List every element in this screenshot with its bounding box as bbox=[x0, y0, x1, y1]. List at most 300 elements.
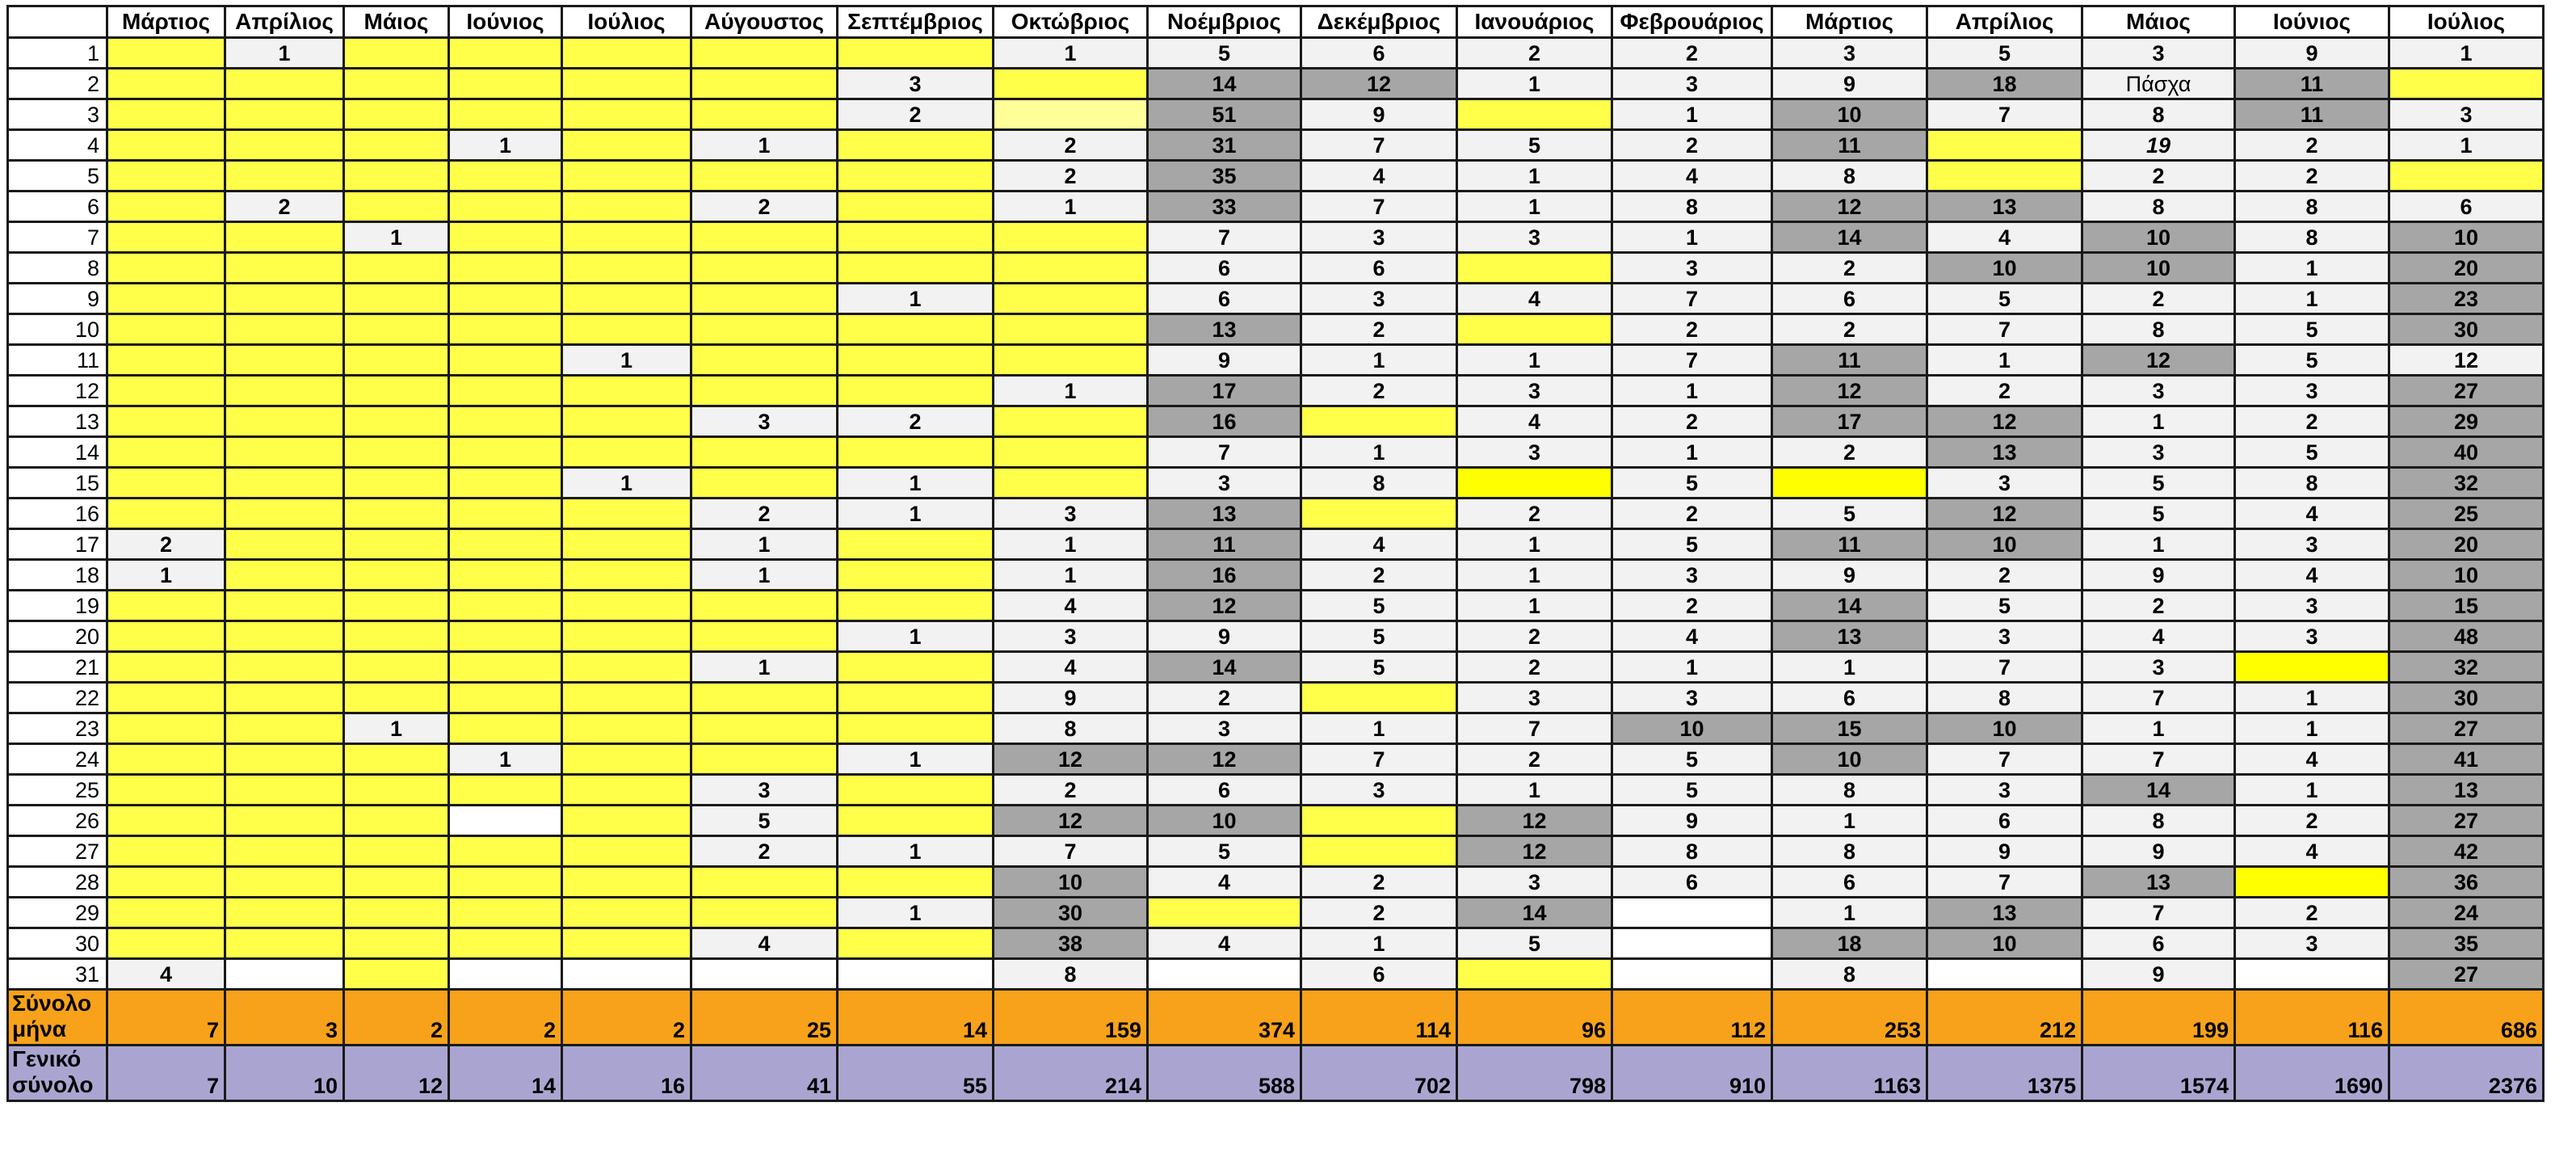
data-cell[interactable]: 3 bbox=[1301, 222, 1457, 253]
data-cell[interactable] bbox=[691, 959, 838, 990]
monthly-total-cell[interactable]: 2 bbox=[344, 990, 449, 1046]
data-cell[interactable]: 5 bbox=[1612, 529, 1772, 560]
data-cell[interactable] bbox=[691, 468, 838, 499]
data-cell[interactable]: 36 bbox=[2389, 867, 2544, 898]
data-cell[interactable]: 10 bbox=[1148, 806, 1301, 836]
data-cell[interactable]: 4 bbox=[1301, 161, 1457, 191]
data-cell[interactable]: 5 bbox=[691, 806, 838, 836]
data-cell[interactable]: 11 bbox=[2235, 99, 2389, 130]
data-cell[interactable] bbox=[994, 437, 1148, 468]
data-cell[interactable] bbox=[225, 468, 344, 499]
data-cell[interactable]: 3 bbox=[2235, 621, 2389, 652]
grand-total-cell[interactable]: 2376 bbox=[2389, 1046, 2544, 1101]
data-cell[interactable] bbox=[449, 959, 562, 990]
data-cell[interactable]: 18 bbox=[1772, 928, 1927, 959]
data-cell[interactable]: 30 bbox=[2389, 683, 2544, 713]
data-cell[interactable] bbox=[225, 284, 344, 314]
data-cell[interactable] bbox=[994, 222, 1148, 253]
data-cell[interactable]: 2 bbox=[994, 161, 1148, 191]
data-cell[interactable] bbox=[344, 683, 449, 713]
data-cell[interactable]: 9 bbox=[2235, 38, 2389, 69]
month-header[interactable]: Απρίλιος bbox=[1927, 6, 2082, 38]
day-label[interactable]: 30 bbox=[8, 928, 107, 959]
month-header[interactable]: Μάιος bbox=[344, 6, 449, 38]
data-cell[interactable]: 14 bbox=[1772, 222, 1927, 253]
data-cell[interactable] bbox=[994, 99, 1148, 130]
month-header[interactable]: Ιούλιος bbox=[562, 6, 691, 38]
data-cell[interactable] bbox=[107, 437, 225, 468]
data-cell[interactable]: 5 bbox=[2235, 437, 2389, 468]
data-cell[interactable] bbox=[691, 437, 838, 468]
data-cell[interactable]: 31 bbox=[1148, 130, 1301, 161]
data-cell[interactable]: 1 bbox=[994, 529, 1148, 560]
data-cell[interactable] bbox=[1927, 130, 2082, 161]
data-cell[interactable]: 12 bbox=[1301, 69, 1457, 99]
day-label[interactable]: 22 bbox=[8, 683, 107, 713]
data-cell[interactable]: 27 bbox=[2389, 376, 2544, 406]
data-cell[interactable]: 8 bbox=[2082, 191, 2235, 222]
day-label[interactable]: 14 bbox=[8, 437, 107, 468]
data-cell[interactable]: 1 bbox=[2082, 713, 2235, 744]
data-cell[interactable]: 4 bbox=[1457, 406, 1612, 437]
data-cell[interactable] bbox=[691, 314, 838, 345]
grand-total-cell[interactable]: 910 bbox=[1612, 1046, 1772, 1101]
data-cell[interactable]: 7 bbox=[1612, 284, 1772, 314]
data-cell[interactable]: 2 bbox=[1772, 253, 1927, 284]
data-cell[interactable] bbox=[107, 222, 225, 253]
data-cell[interactable]: 3 bbox=[691, 775, 838, 806]
data-cell[interactable]: 20 bbox=[2389, 253, 2544, 284]
data-cell[interactable] bbox=[838, 222, 994, 253]
data-cell[interactable]: 2 bbox=[1301, 314, 1457, 345]
data-cell[interactable]: 38 bbox=[994, 928, 1148, 959]
monthly-total-cell[interactable]: 686 bbox=[2389, 990, 2544, 1046]
data-cell[interactable]: 3 bbox=[1457, 437, 1612, 468]
data-cell[interactable] bbox=[562, 713, 691, 744]
data-cell[interactable]: 1 bbox=[838, 836, 994, 867]
data-cell[interactable]: 4 bbox=[994, 591, 1148, 621]
data-cell[interactable]: 1 bbox=[1457, 161, 1612, 191]
data-cell[interactable] bbox=[107, 744, 225, 775]
data-cell[interactable]: 1 bbox=[562, 345, 691, 376]
data-cell[interactable]: 30 bbox=[2389, 314, 2544, 345]
month-header[interactable]: Ιούλιος bbox=[2389, 6, 2544, 38]
data-cell[interactable]: 9 bbox=[1772, 560, 1927, 591]
data-cell[interactable] bbox=[225, 560, 344, 591]
day-label[interactable]: 16 bbox=[8, 499, 107, 529]
month-header[interactable]: Νοέμβριος bbox=[1148, 6, 1301, 38]
data-cell[interactable]: 3 bbox=[1612, 253, 1772, 284]
data-cell[interactable] bbox=[225, 406, 344, 437]
data-cell[interactable] bbox=[107, 69, 225, 99]
monthly-total-cell[interactable]: 212 bbox=[1927, 990, 2082, 1046]
data-cell[interactable]: 10 bbox=[1772, 744, 1927, 775]
data-cell[interactable]: 1 bbox=[838, 744, 994, 775]
data-cell[interactable]: 1 bbox=[344, 713, 449, 744]
data-cell[interactable]: 2 bbox=[838, 406, 994, 437]
data-cell[interactable]: 33 bbox=[1148, 191, 1301, 222]
data-cell[interactable]: 15 bbox=[1772, 713, 1927, 744]
data-cell[interactable] bbox=[344, 867, 449, 898]
data-cell[interactable]: 13 bbox=[1772, 621, 1927, 652]
data-cell[interactable]: 3 bbox=[691, 406, 838, 437]
data-cell[interactable]: 3 bbox=[1612, 69, 1772, 99]
data-cell[interactable]: 1 bbox=[691, 652, 838, 683]
data-cell[interactable] bbox=[344, 406, 449, 437]
data-cell[interactable]: 3 bbox=[1457, 222, 1612, 253]
data-cell[interactable] bbox=[449, 191, 562, 222]
data-cell[interactable]: 1 bbox=[994, 376, 1148, 406]
data-cell[interactable]: 4 bbox=[1612, 161, 1772, 191]
data-cell[interactable] bbox=[838, 959, 994, 990]
data-cell[interactable]: 8 bbox=[2082, 99, 2235, 130]
data-cell[interactable]: 2 bbox=[2235, 161, 2389, 191]
grand-total-cell[interactable]: 16 bbox=[562, 1046, 691, 1101]
data-cell[interactable] bbox=[449, 38, 562, 69]
data-cell[interactable] bbox=[1301, 406, 1457, 437]
data-cell[interactable]: 1 bbox=[1457, 345, 1612, 376]
data-cell[interactable] bbox=[838, 928, 994, 959]
data-cell[interactable]: 1 bbox=[2235, 253, 2389, 284]
data-cell[interactable]: 6 bbox=[2389, 191, 2544, 222]
data-cell[interactable]: 2 bbox=[107, 529, 225, 560]
data-cell[interactable]: 8 bbox=[1772, 775, 1927, 806]
data-cell[interactable]: 3 bbox=[2389, 99, 2544, 130]
month-header[interactable]: Μάρτιος bbox=[107, 6, 225, 38]
data-cell[interactable]: 8 bbox=[1301, 468, 1457, 499]
data-cell[interactable] bbox=[225, 99, 344, 130]
data-cell[interactable]: 9 bbox=[1148, 345, 1301, 376]
data-cell[interactable] bbox=[691, 898, 838, 928]
data-cell[interactable] bbox=[994, 345, 1148, 376]
data-cell[interactable] bbox=[562, 191, 691, 222]
data-cell[interactable]: 1 bbox=[1612, 437, 1772, 468]
data-cell[interactable]: 8 bbox=[2082, 806, 2235, 836]
data-cell[interactable] bbox=[994, 314, 1148, 345]
data-cell[interactable] bbox=[449, 437, 562, 468]
data-cell[interactable]: 2 bbox=[1457, 621, 1612, 652]
data-cell[interactable]: 5 bbox=[1457, 130, 1612, 161]
data-cell[interactable] bbox=[562, 130, 691, 161]
data-cell[interactable]: 1 bbox=[691, 130, 838, 161]
data-cell[interactable]: 3 bbox=[1612, 560, 1772, 591]
data-cell[interactable]: 1 bbox=[1612, 376, 1772, 406]
data-cell[interactable]: 8 bbox=[1772, 161, 1927, 191]
day-label[interactable]: 26 bbox=[8, 806, 107, 836]
day-label[interactable]: 7 bbox=[8, 222, 107, 253]
data-cell[interactable]: 10 bbox=[1772, 99, 1927, 130]
data-cell[interactable]: 3 bbox=[1301, 775, 1457, 806]
data-cell[interactable]: 32 bbox=[2389, 468, 2544, 499]
data-cell[interactable] bbox=[1612, 928, 1772, 959]
data-cell[interactable] bbox=[107, 652, 225, 683]
data-cell[interactable]: 8 bbox=[2235, 222, 2389, 253]
data-cell[interactable] bbox=[107, 591, 225, 621]
data-cell[interactable] bbox=[562, 652, 691, 683]
data-cell[interactable]: 4 bbox=[1148, 928, 1301, 959]
data-cell[interactable] bbox=[838, 867, 994, 898]
data-cell[interactable]: 6 bbox=[1148, 253, 1301, 284]
data-cell[interactable]: 1 bbox=[1457, 529, 1612, 560]
data-cell[interactable]: 3 bbox=[1148, 713, 1301, 744]
data-cell[interactable] bbox=[225, 928, 344, 959]
data-cell[interactable] bbox=[449, 376, 562, 406]
monthly-total-cell[interactable]: 116 bbox=[2235, 990, 2389, 1046]
data-cell[interactable] bbox=[838, 529, 994, 560]
data-cell[interactable] bbox=[994, 253, 1148, 284]
data-cell[interactable] bbox=[107, 468, 225, 499]
data-cell[interactable]: 5 bbox=[1927, 38, 2082, 69]
data-cell[interactable]: 7 bbox=[1301, 744, 1457, 775]
data-cell[interactable]: 6 bbox=[1301, 959, 1457, 990]
data-cell[interactable] bbox=[838, 806, 994, 836]
data-cell[interactable]: 1 bbox=[1772, 652, 1927, 683]
grand-total-label[interactable]: Γενικό σύνολο bbox=[8, 1046, 107, 1101]
data-cell[interactable]: 2 bbox=[691, 836, 838, 867]
data-cell[interactable] bbox=[449, 652, 562, 683]
grand-total-cell[interactable]: 7 bbox=[107, 1046, 225, 1101]
data-cell[interactable] bbox=[691, 253, 838, 284]
data-cell[interactable] bbox=[691, 376, 838, 406]
data-cell[interactable] bbox=[344, 284, 449, 314]
data-cell[interactable] bbox=[225, 345, 344, 376]
data-cell[interactable] bbox=[1927, 959, 2082, 990]
month-header[interactable]: Απρίλιος bbox=[225, 6, 344, 38]
data-cell[interactable] bbox=[225, 621, 344, 652]
day-label[interactable]: 15 bbox=[8, 468, 107, 499]
data-cell[interactable]: 5 bbox=[1772, 499, 1927, 529]
data-cell[interactable]: 11 bbox=[1148, 529, 1301, 560]
data-cell[interactable]: 6 bbox=[1927, 806, 2082, 836]
month-header[interactable]: Ιανουάριος bbox=[1457, 6, 1612, 38]
data-cell[interactable] bbox=[1612, 898, 1772, 928]
data-cell[interactable]: 6 bbox=[1612, 867, 1772, 898]
data-cell[interactable] bbox=[225, 314, 344, 345]
data-cell[interactable] bbox=[107, 621, 225, 652]
data-cell[interactable] bbox=[838, 38, 994, 69]
data-cell[interactable]: 2 bbox=[2082, 284, 2235, 314]
data-cell[interactable]: 2 bbox=[1612, 499, 1772, 529]
data-cell[interactable] bbox=[107, 683, 225, 713]
data-cell[interactable] bbox=[449, 560, 562, 591]
data-cell[interactable] bbox=[107, 99, 225, 130]
data-cell[interactable]: 9 bbox=[1772, 69, 1927, 99]
data-cell[interactable] bbox=[344, 376, 449, 406]
data-cell[interactable]: 5 bbox=[1457, 928, 1612, 959]
day-label[interactable]: 5 bbox=[8, 161, 107, 191]
data-cell[interactable]: 1 bbox=[2082, 406, 2235, 437]
data-cell[interactable] bbox=[225, 499, 344, 529]
data-cell[interactable]: 29 bbox=[2389, 406, 2544, 437]
data-cell[interactable]: 2 bbox=[1148, 683, 1301, 713]
data-cell[interactable]: 1 bbox=[1457, 191, 1612, 222]
data-cell[interactable] bbox=[2389, 161, 2544, 191]
data-cell[interactable]: 3 bbox=[1457, 683, 1612, 713]
data-cell[interactable]: 7 bbox=[994, 836, 1148, 867]
data-cell[interactable]: 3 bbox=[2235, 591, 2389, 621]
data-cell[interactable]: 3 bbox=[1301, 284, 1457, 314]
data-cell[interactable] bbox=[994, 468, 1148, 499]
data-cell[interactable]: 12 bbox=[1772, 191, 1927, 222]
data-cell[interactable]: 9 bbox=[994, 683, 1148, 713]
data-cell[interactable] bbox=[449, 284, 562, 314]
data-cell[interactable]: 7 bbox=[2082, 683, 2235, 713]
data-cell[interactable] bbox=[107, 898, 225, 928]
data-cell[interactable]: 32 bbox=[2389, 652, 2544, 683]
day-label[interactable]: 8 bbox=[8, 253, 107, 284]
data-cell[interactable]: 12 bbox=[1457, 806, 1612, 836]
data-cell[interactable]: 2 bbox=[1612, 406, 1772, 437]
data-cell[interactable] bbox=[344, 468, 449, 499]
data-cell[interactable] bbox=[562, 314, 691, 345]
data-cell[interactable]: 7 bbox=[1927, 314, 2082, 345]
data-cell[interactable] bbox=[562, 928, 691, 959]
data-cell[interactable] bbox=[1457, 314, 1612, 345]
data-cell[interactable] bbox=[562, 959, 691, 990]
data-cell[interactable]: 2 bbox=[1301, 560, 1457, 591]
data-cell[interactable]: 12 bbox=[2389, 345, 2544, 376]
data-cell[interactable] bbox=[562, 560, 691, 591]
data-cell[interactable] bbox=[449, 683, 562, 713]
data-cell[interactable] bbox=[225, 836, 344, 867]
data-cell[interactable]: 1 bbox=[1457, 591, 1612, 621]
data-cell[interactable] bbox=[107, 775, 225, 806]
data-cell[interactable] bbox=[838, 683, 994, 713]
data-cell[interactable]: 9 bbox=[2082, 836, 2235, 867]
monthly-total-cell[interactable]: 2 bbox=[562, 990, 691, 1046]
day-label[interactable]: 2 bbox=[8, 69, 107, 99]
data-cell[interactable] bbox=[691, 345, 838, 376]
data-cell[interactable] bbox=[691, 99, 838, 130]
data-cell[interactable]: 4 bbox=[107, 959, 225, 990]
data-cell[interactable]: 5 bbox=[1148, 38, 1301, 69]
data-cell[interactable] bbox=[449, 621, 562, 652]
grand-total-cell[interactable]: 41 bbox=[691, 1046, 838, 1101]
data-cell[interactable]: 3 bbox=[994, 499, 1148, 529]
data-cell[interactable]: 8 bbox=[1772, 836, 1927, 867]
grand-total-cell[interactable]: 1574 bbox=[2082, 1046, 2235, 1101]
data-cell[interactable]: 3 bbox=[1457, 376, 1612, 406]
data-cell[interactable]: 3 bbox=[838, 69, 994, 99]
day-label[interactable]: 21 bbox=[8, 652, 107, 683]
data-cell[interactable] bbox=[107, 836, 225, 867]
data-cell[interactable]: 6 bbox=[1301, 253, 1457, 284]
data-cell[interactable]: 1 bbox=[2235, 284, 2389, 314]
data-cell[interactable]: 3 bbox=[1148, 468, 1301, 499]
day-label[interactable]: 11 bbox=[8, 345, 107, 376]
day-label[interactable]: 6 bbox=[8, 191, 107, 222]
data-cell[interactable]: 10 bbox=[994, 867, 1148, 898]
data-cell[interactable] bbox=[107, 314, 225, 345]
data-cell[interactable]: 2 bbox=[994, 775, 1148, 806]
data-cell[interactable]: 7 bbox=[1301, 191, 1457, 222]
data-cell[interactable]: 10 bbox=[1927, 529, 2082, 560]
monthly-total-cell[interactable]: 114 bbox=[1301, 990, 1457, 1046]
data-cell[interactable] bbox=[344, 775, 449, 806]
data-cell[interactable] bbox=[562, 683, 691, 713]
data-cell[interactable]: 7 bbox=[1927, 867, 2082, 898]
data-cell[interactable]: 4 bbox=[2082, 621, 2235, 652]
data-cell[interactable] bbox=[562, 836, 691, 867]
data-cell[interactable] bbox=[562, 161, 691, 191]
data-cell[interactable] bbox=[1612, 959, 1772, 990]
data-cell[interactable] bbox=[1927, 161, 2082, 191]
data-cell[interactable]: 2 bbox=[1301, 867, 1457, 898]
data-cell[interactable]: 13 bbox=[2389, 775, 2544, 806]
day-label[interactable]: 25 bbox=[8, 775, 107, 806]
data-cell[interactable] bbox=[562, 744, 691, 775]
data-cell[interactable]: 1 bbox=[449, 744, 562, 775]
data-cell[interactable]: 9 bbox=[1927, 836, 2082, 867]
data-cell[interactable]: 14 bbox=[1457, 898, 1612, 928]
data-cell[interactable]: 16 bbox=[1148, 560, 1301, 591]
month-header[interactable]: Φεβρουάριος bbox=[1612, 6, 1772, 38]
data-cell[interactable]: 2 bbox=[1457, 499, 1612, 529]
data-cell[interactable]: 13 bbox=[1927, 437, 2082, 468]
month-header[interactable]: Δεκέμβριος bbox=[1301, 6, 1457, 38]
data-cell[interactable]: 3 bbox=[1927, 775, 2082, 806]
grand-total-cell[interactable]: 1375 bbox=[1927, 1046, 2082, 1101]
data-cell[interactable]: 2 bbox=[838, 99, 994, 130]
data-cell[interactable]: 8 bbox=[2082, 314, 2235, 345]
data-cell[interactable] bbox=[225, 130, 344, 161]
day-label[interactable]: 17 bbox=[8, 529, 107, 560]
data-cell[interactable] bbox=[691, 591, 838, 621]
data-cell[interactable] bbox=[344, 191, 449, 222]
month-header[interactable]: Ιούνιος bbox=[2235, 6, 2389, 38]
data-cell[interactable]: 1 bbox=[1927, 345, 2082, 376]
data-cell[interactable] bbox=[838, 191, 994, 222]
data-cell[interactable]: 7 bbox=[1148, 222, 1301, 253]
grand-total-cell[interactable]: 14 bbox=[449, 1046, 562, 1101]
data-cell[interactable]: 4 bbox=[1148, 867, 1301, 898]
data-cell[interactable]: 14 bbox=[1772, 591, 1927, 621]
data-cell[interactable]: 13 bbox=[1148, 314, 1301, 345]
data-cell[interactable] bbox=[107, 406, 225, 437]
data-cell[interactable]: 27 bbox=[2389, 959, 2544, 990]
data-cell[interactable]: 3 bbox=[2082, 376, 2235, 406]
data-cell[interactable] bbox=[1457, 99, 1612, 130]
data-cell[interactable] bbox=[449, 499, 562, 529]
data-cell[interactable]: 1 bbox=[1301, 437, 1457, 468]
data-cell[interactable]: 1 bbox=[344, 222, 449, 253]
data-cell[interactable]: Πάσχα bbox=[2082, 69, 2235, 99]
data-cell[interactable] bbox=[691, 683, 838, 713]
monthly-total-cell[interactable]: 253 bbox=[1772, 990, 1927, 1046]
data-cell[interactable] bbox=[691, 69, 838, 99]
data-cell[interactable]: 10 bbox=[1927, 928, 2082, 959]
data-cell[interactable] bbox=[838, 775, 994, 806]
data-cell[interactable] bbox=[344, 836, 449, 867]
data-cell[interactable]: 6 bbox=[1148, 284, 1301, 314]
data-cell[interactable] bbox=[107, 928, 225, 959]
day-label[interactable]: 10 bbox=[8, 314, 107, 345]
data-cell[interactable] bbox=[344, 621, 449, 652]
data-cell[interactable]: 2 bbox=[2235, 806, 2389, 836]
day-label[interactable]: 24 bbox=[8, 744, 107, 775]
corner-cell[interactable] bbox=[8, 6, 107, 38]
data-cell[interactable] bbox=[225, 69, 344, 99]
data-cell[interactable]: 1 bbox=[1301, 345, 1457, 376]
data-cell[interactable]: 4 bbox=[2235, 560, 2389, 591]
data-cell[interactable] bbox=[562, 222, 691, 253]
data-cell[interactable] bbox=[107, 161, 225, 191]
data-cell[interactable] bbox=[225, 253, 344, 284]
data-cell[interactable]: 1 bbox=[838, 898, 994, 928]
data-cell[interactable] bbox=[562, 775, 691, 806]
data-cell[interactable] bbox=[344, 161, 449, 191]
data-cell[interactable]: 11 bbox=[1772, 345, 1927, 376]
